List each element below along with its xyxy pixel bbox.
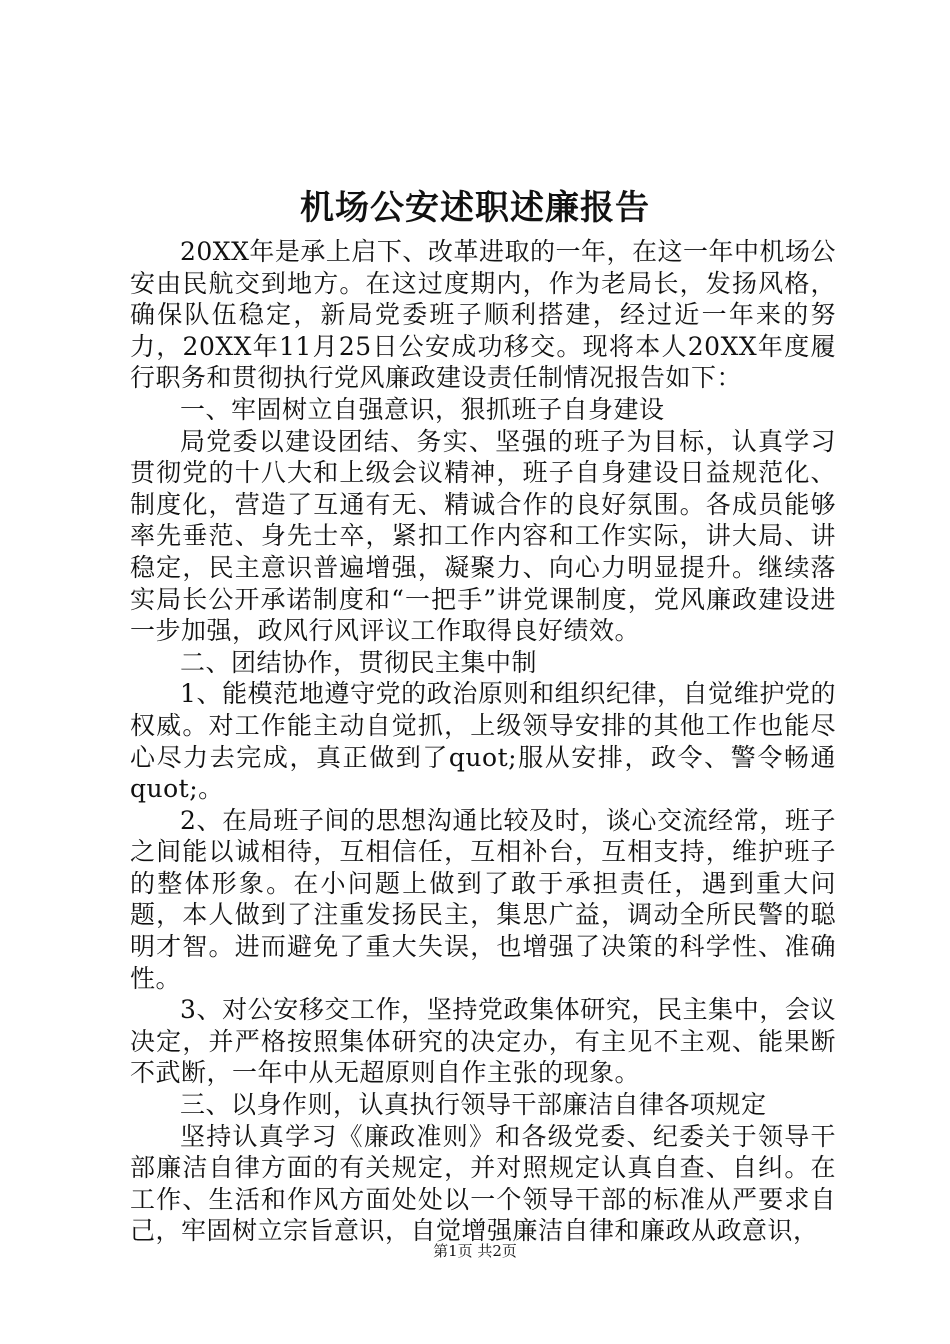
paragraph-section-1: 局党委以建设团结、务实、坚强的班子为目标，认真学习贯彻党的十八大和上级会议精神，班子自身建设日益规范化、制度化，营造了互通有无、精诚合作的良好氛围。各成员能够率先垂范、身先士卒，紧扣工作内容和工作实际，讲大局、讲稳定，民主意识普遍增强，凝聚力、向心力明显提升。继续落实局长公开承诺制度和“一把手”讲党课制度，党风廉政建设进一步加强，政风行风评议工作取得良好绩效。 — [130, 426, 836, 646]
page-footer: 第1页 共2页 — [433, 1242, 517, 1260]
section-heading-2: 二、团结协作，贯彻民主集中制 — [180, 647, 538, 677]
paragraph-intro: 20XX年是承上启下、改革进取的一年，在这一年中机场公安由民航交到地方。在这过度期内，作为老局长，发扬风格，确保队伍稳定，新局党委班子顺利搭建，经过近一年来的努力，20XX年11月25日公安成功移交。现将本人20XX年度履行职务和贯彻执行党风廉政建设责任制情况报告如下： — [130, 237, 836, 393]
paragraph-item-1: 1、能模范地遵守党的政治原则和组织纪律，自觉维护党的权威。对工作能主动自觉抓，上级领导安排的其他工作也能尽心尽力去完成，真正做到了quot;服从安排，政令、警令畅通quot;。 — [130, 679, 836, 804]
paragraph-item-3: 3、对公安移交工作，坚持党政集体研究，民主集中，会议决定，并严格按照集体研究的决定办，有主见不主观、能果断不武断，一年中从无超原则自作主张的现象。 — [130, 995, 836, 1088]
paragraph-item-2: 2、在局班子间的思想沟通比较及时，谈心交流经常，班子之间能以诚相待，互相信任，互相补台，互相支持，维护班子的整体形象。在小问题上做到了敢于承担责任，遇到重大问题，本人做到了注重发扬民主，集思广益，调动全所民警的聪明才智。进而避免了重大失误，也增强了决策的科学性、准确性。 — [130, 805, 836, 993]
document-title: 机场公安述职述廉报告 — [300, 188, 650, 228]
section-heading-1: 一、牢固树立自强意识，狠抓班子自身建设 — [180, 394, 665, 424]
paragraph-section-3: 坚持认真学习《廉政准则》和各级党委、纪委关于领导干部廉洁自律方面的有关规定，并对照规定认真自查、自纠。在工作、生活和作风方面处处以一个领导干部的标准从严要求自己，牢固树立宗旨意识，自觉增强廉洁自律和廉政从政意识， — [130, 1121, 836, 1246]
section-heading-3: 三、以身作则，认真执行领导干部廉洁自律各项规定 — [180, 1090, 767, 1120]
document-body — [130, 236, 836, 1247]
